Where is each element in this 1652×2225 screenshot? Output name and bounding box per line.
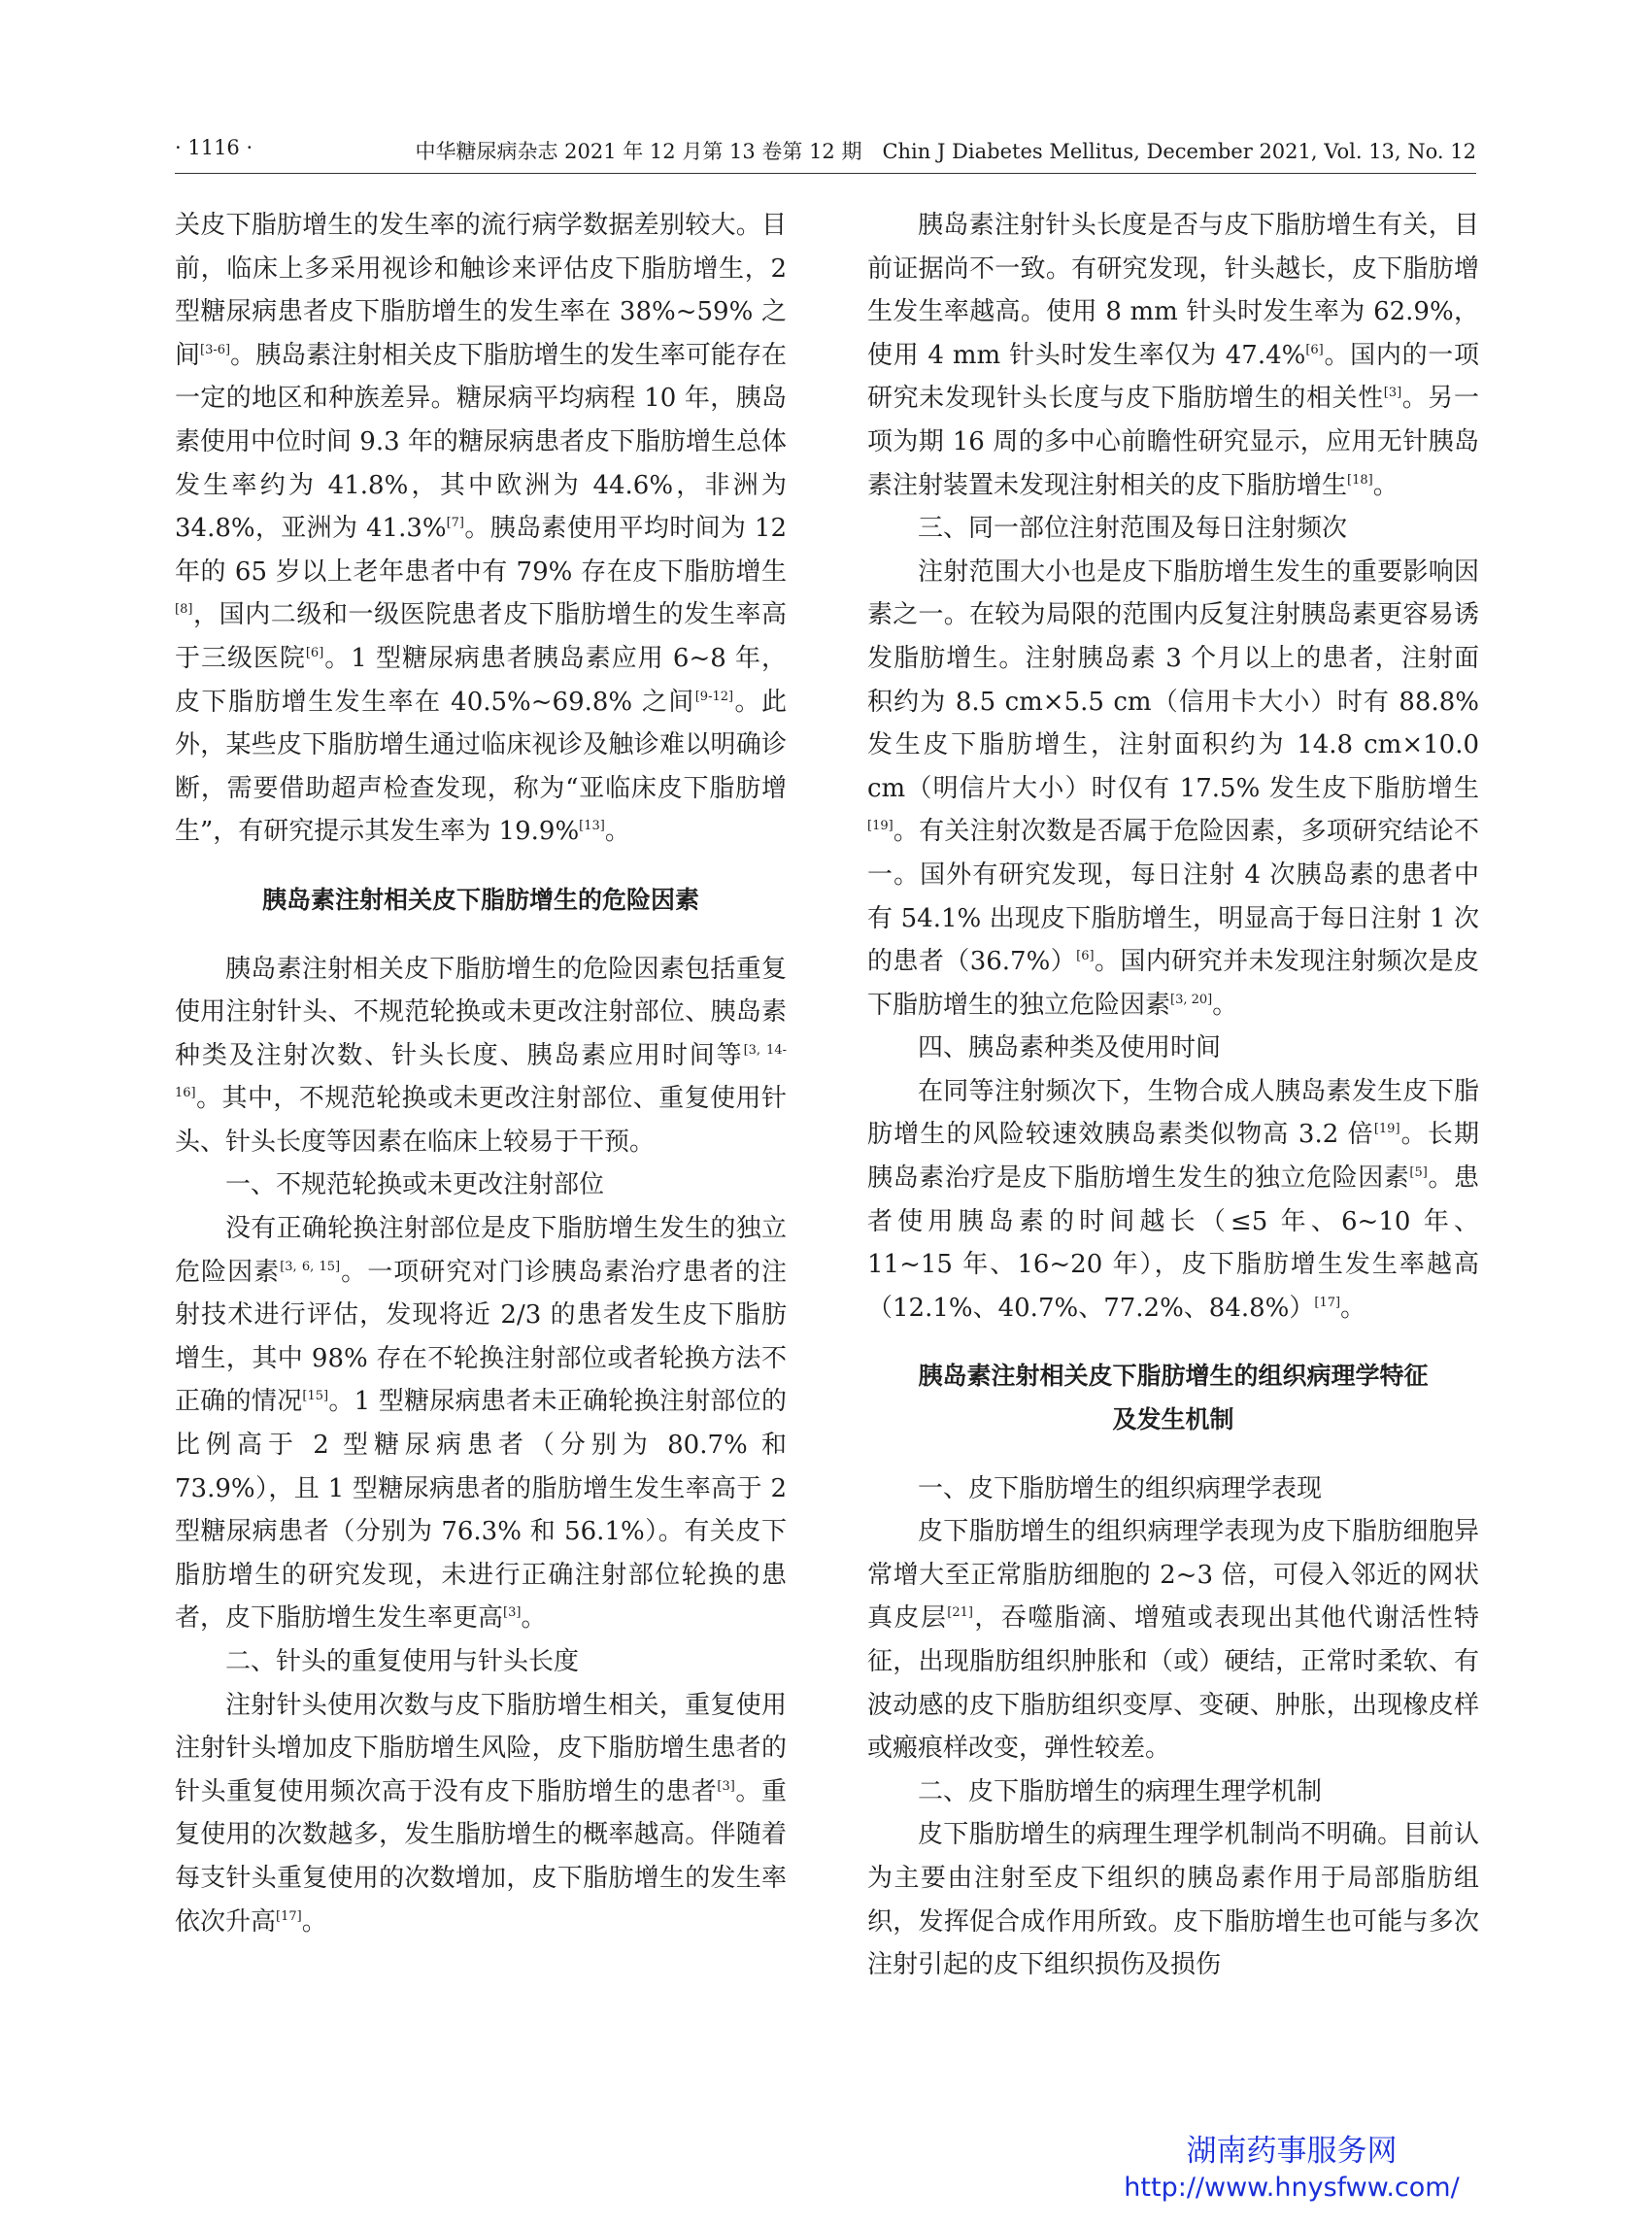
paragraph: 皮下脂肪增生的组织病理学表现为皮下脂肪细胞异常增大至正常脂肪细胞的 2~3 倍，可侵入邻近的网状真皮层[21]，吞噬脂滴、增殖或表现出其他代谢活性特征，出现脂肪组织肿胀和（或）硬结，正常时柔软、有波动感的皮下脂肪组织变厚、变硬、肿胀，出现橡皮样或瘢痕样改变，弹性较差。 — [867, 1517, 1479, 1764]
running-header — [175, 134, 1476, 174]
citation[interactable]: [8] — [175, 602, 193, 618]
citation[interactable]: [13] — [579, 819, 605, 834]
citation[interactable]: [3, 20] — [1170, 992, 1213, 1007]
subsection-heading: 二、皮下脂肪增生的病理生理学机制 — [918, 1776, 1323, 1806]
citation[interactable]: [21] — [947, 1605, 973, 1621]
citation[interactable]: [18] — [1347, 472, 1373, 488]
citation[interactable]: [17] — [276, 1908, 302, 1924]
journal-citation: 中华糖尿病杂志 2021 年 12 月第 13 卷第 12 期 Chin J Diabetes Mellitus, December 2021, Vol. 13, No. 12 — [415, 140, 1476, 163]
citation[interactable]: [6] — [305, 645, 324, 660]
subsection-heading: 二、针头的重复使用与针头长度 — [225, 1647, 580, 1676]
paragraph: 注射范围大小也是皮下脂肪增生发生的重要影响因素之一。在较为局限的范围内反复注射胰岛素更容易诱发脂肪增生。注射胰岛素 3 个月以上的患者，注射面积约为 8.5 cm×5.5 cm（信用卡大小）时有 88.8% 发生皮下脂肪增生，注射面积约为 14.8 cm×10.0 cm（明信片大小）时仅有 17.5% 发生皮下脂肪增生[19]。有关注射次数是否属于危险因素，多项研究结论不一。国外有研究发现，每日注射 4 次胰岛素的患者中有 54.1% 出现皮下脂肪增生，明显高于每日注射 1 次的患者（36.7%）[6]。国内研究并未发现注射频次是皮下脂肪增生的独立危险因素[3, 20]。 — [867, 556, 1479, 1020]
page-number: · 1116 · — [175, 136, 253, 159]
citation[interactable]: [6] — [1076, 949, 1095, 964]
paragraph: 没有正确轮换注射部位是皮下脂肪增生发生的独立危险因素[3, 6, 15]。一项研究对门诊胰岛素治疗患者的注射技术进行评估，发现将近 2/3 的患者发生皮下脂肪增生，其中 98% 存在不轮换注射部位或者轮换方法不正确的情况[15]。1 型糖尿病患者未正确轮换注射部位的比例高于 2 型糖尿病患者（分别为 80.7% 和 73.9%），且 1 型糖尿病患者的脂肪增生发生率高于 2 型糖尿病患者（分别为 76.3% 和 56.1%）。有关皮下脂肪增生的研究发现，未进行正确注射部位轮换的患者，皮下脂肪增生发生率更高[3]。 — [175, 1214, 787, 1634]
paragraph: 胰岛素注射相关皮下脂肪增生的危险因素包括重复使用注射针头、不规范轮换或未更改注射部位、胰岛素种类及注射次数、针头长度、胰岛素应用时间等[3, 14-16]。其中，不规范轮换或未更改注射部位、重复使用针头、针头长度等因素在临床上较易于干预。 — [175, 954, 787, 1157]
subsection-heading: 四、胰岛素种类及使用时间 — [918, 1033, 1222, 1063]
citation[interactable]: [3] — [717, 1778, 735, 1794]
citation[interactable]: [5] — [1409, 1165, 1428, 1181]
subsection-heading: 一、皮下脂肪增生的组织病理学表现 — [918, 1473, 1323, 1503]
right-column — [867, 204, 1479, 1987]
citation[interactable]: [3] — [503, 1605, 522, 1621]
citation[interactable]: [3, 14-16] — [175, 1042, 787, 1101]
subsection-heading: 三、同一部位注射范围及每日注射频次 — [918, 514, 1348, 544]
citation[interactable]: [3, 6, 15] — [280, 1259, 341, 1274]
citation[interactable]: [9-12] — [694, 689, 734, 704]
citation[interactable]: [19] — [867, 819, 893, 834]
citation[interactable]: [6] — [1305, 342, 1324, 357]
watermark-url[interactable]: http://www.hnysfww.com/ — [1124, 2173, 1460, 2203]
paragraph: 关皮下脂肪增生的发生率的流行病学数据差别较大。目前，临床上多采用视诊和触诊来评估皮下脂肪增生，2 型糖尿病患者皮下脂肪增生的发生率在 38%~59% 之间[3-6]。胰岛素注射相关皮下脂肪增生的发生率可能存在一定的地区和种族差异。糖尿病平均病程 10 年，胰岛素使用中位时间 9.3 年的糖尿病患者皮下脂肪增生总体发生率约为 41.8%，其中欧洲为 44.6%，非洲为 34.8%，亚洲为 41.3%[7]。胰岛素使用平均时间为 12 年的 65 岁以上老年患者中有 79% 存在皮下脂肪增生[8]，国内二级和一级医院患者皮下脂肪增生的发生率高于三级医院[6]。1 型糖尿病患者胰岛素应用 6~8 年，皮下脂肪增生发生率在 40.5%~69.8% 之间[9-12]。此外，某些皮下脂肪增生通过临床视诊及触诊难以明确诊断，需要借助超声检查发现，称为“亚临床皮下脂肪增生”，有研究提示其发生率为 19.9%[13]。 — [175, 211, 787, 847]
paragraph: 注射针头使用次数与皮下脂肪增生相关，重复使用注射针头增加皮下脂肪增生风险，皮下脂肪增生患者的针头重复使用频次高于没有皮下脂肪增生的患者[3]。重复使用的次数越多，发生脂肪增生的概率越高。伴随着每支针头重复使用的次数增加，皮下脂肪增生的发生率依次升高[17]。 — [175, 1690, 787, 1937]
paragraph: 在同等注射频次下，生物合成人胰岛素发生皮下脂肪增生的风险较速效胰岛素类似物高 3.2 倍[19]。长期胰岛素治疗是皮下脂肪增生发生的独立危险因素[5]。患者使用胰岛素的时间越长（≤5 年、6~10 年、11~15 年、16~20 年），皮下脂肪增生发生率越高（12.1%、40.7%、77.2%、84.8%）[17]。 — [867, 1076, 1479, 1323]
watermark-name: 湖南药事服务网 — [1186, 2134, 1398, 2169]
citation[interactable]: [19] — [1373, 1122, 1400, 1137]
paragraph: 皮下脂肪增生的病理生理学机制尚不明确。目前认为主要由注射至皮下组织的胰岛素作用于局部脂肪组织，发挥促合成作用所致。皮下脂肪增生也可能与多次注射引起的皮下组织损伤及损伤 — [867, 1820, 1479, 1980]
watermark — [1088, 2132, 1496, 2206]
citation[interactable]: [7] — [446, 516, 465, 531]
subsection-heading: 一、不规范轮换或未更改注射部位 — [225, 1170, 605, 1200]
citation[interactable]: [3-6] — [200, 342, 231, 357]
citation[interactable]: [17] — [1314, 1295, 1341, 1310]
citation[interactable]: [3] — [1383, 386, 1402, 401]
paragraph: 胰岛素注射针头长度是否与皮下脂肪增生有关，目前证据尚不一致。有研究发现，针头越长，皮下脂肪增生发生率越高。使用 8 mm 针头时发生率为 62.9%，使用 4 mm 针头时发生率仅为 47.4%[6]。国内的一项研究未发现针头长度与皮下脂肪增生的相关性[3]。另一项为期 16 周的多中心前瞻性研究显示，应用无针胰岛素注射装置未发现注射相关的皮下脂肪增生[18]。 — [867, 211, 1479, 500]
section-heading: 胰岛素注射相关皮下脂肪增生的组织病理学特征 及发生机制 — [918, 1362, 1429, 1434]
citation[interactable]: [15] — [302, 1389, 329, 1404]
left-column — [175, 204, 787, 1943]
section-heading: 胰岛素注射相关皮下脂肪增生的危险因素 — [261, 885, 699, 914]
